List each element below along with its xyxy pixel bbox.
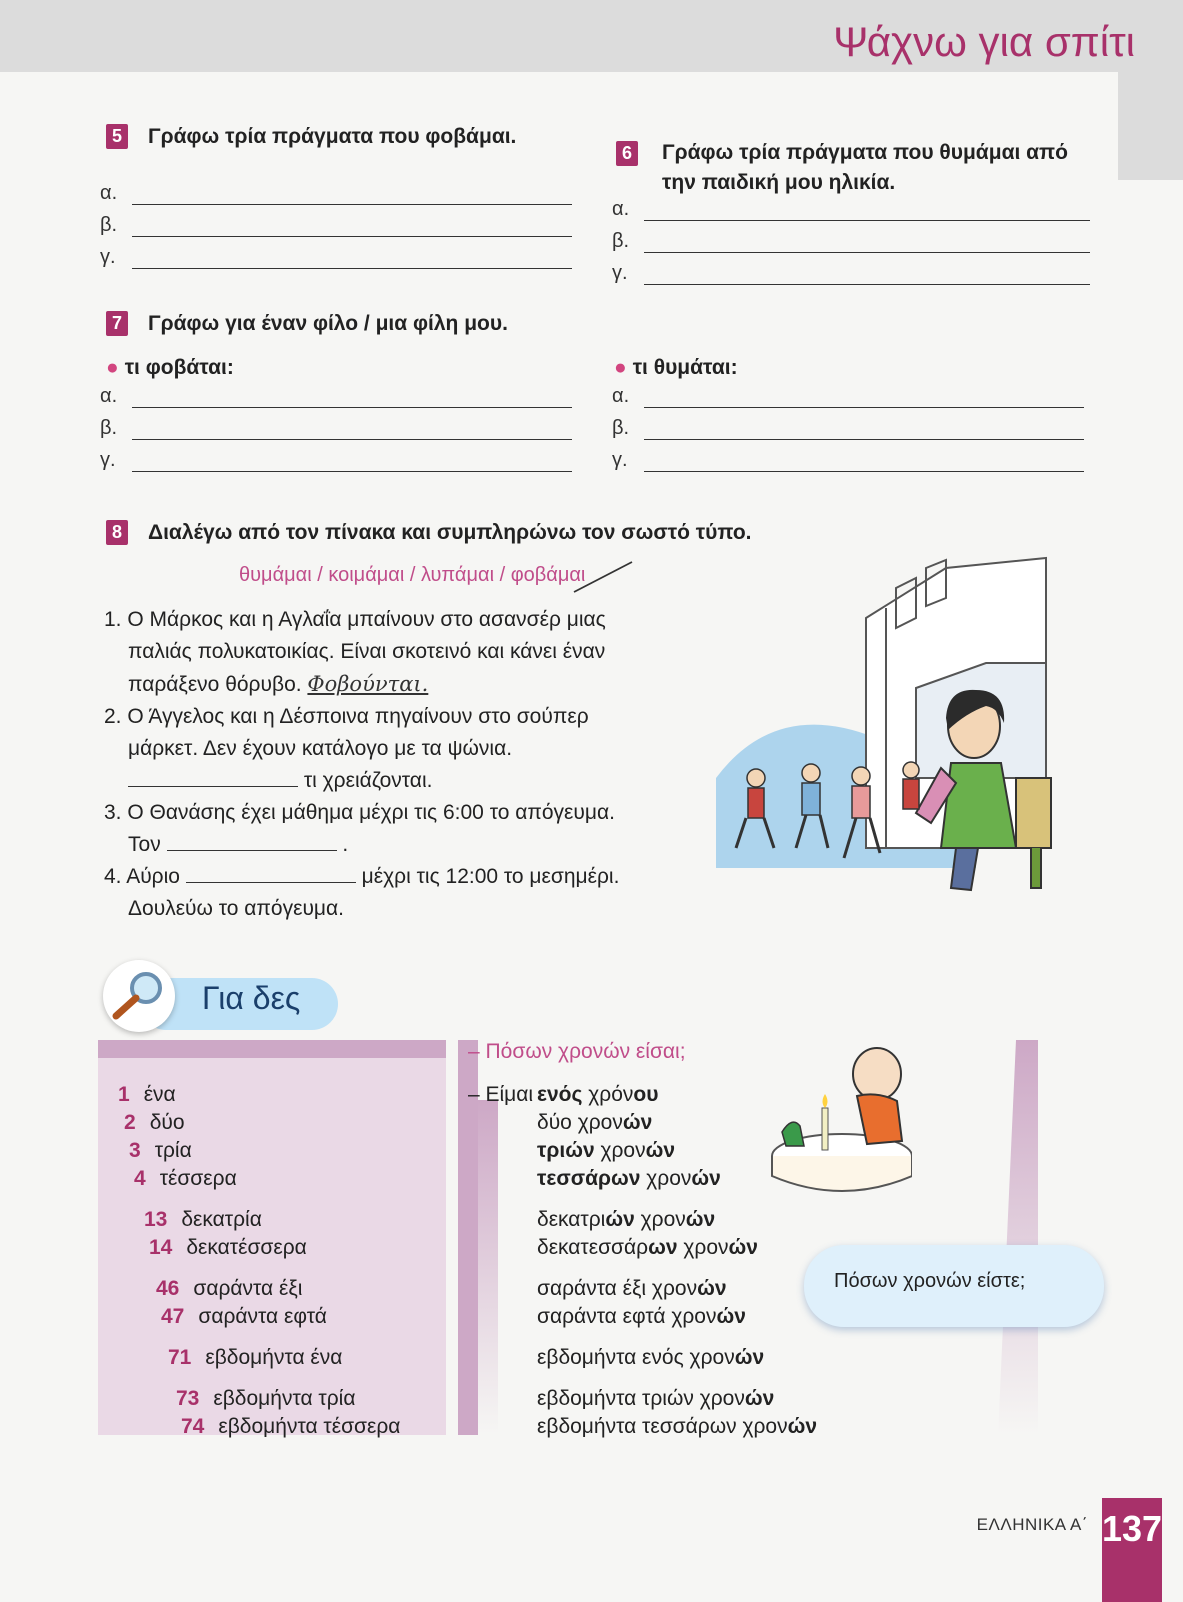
number-row: 47 σαράντα εφτά	[161, 1305, 327, 1328]
bullet-icon: ●	[106, 356, 119, 379]
answer-line[interactable]	[100, 180, 572, 208]
age-row: δεκατριών χρονών	[537, 1208, 716, 1231]
exercise-6-instruction-line2: την παιδική μου ηλικία.	[662, 171, 896, 194]
baby-cake-illustration	[762, 1036, 912, 1196]
age-row: εβδομήντα τριών χρονών	[537, 1387, 775, 1410]
line-label: α.	[612, 198, 630, 220]
line-label: β.	[612, 230, 630, 252]
street-illustration	[716, 548, 1076, 918]
exercise-7-badge: 7	[106, 311, 128, 336]
book-label: ΕΛΛΗΝΙΚΑ Α΄	[976, 1515, 1088, 1534]
age-question: – Πόσων χρονών είσαι;	[468, 1040, 686, 1063]
sentence-4-line1: 4. Αύριο μέχρι τις 12:00 το μεσημέρι.	[104, 865, 620, 888]
exercise-8-badge: 8	[106, 520, 128, 545]
line-label: β.	[100, 214, 118, 236]
exercise-5-lines	[100, 180, 572, 272]
strike-mark	[570, 556, 640, 596]
page-number: 137	[1102, 1508, 1163, 1549]
line-label: α.	[612, 385, 630, 407]
line-label: γ.	[612, 449, 628, 471]
age-row: εβδομήντα ενός χρονών	[537, 1346, 765, 1369]
sentence-3-line1: 3. Ο Θανάσης έχει μάθημα μέχρι τις 6:00 το απόγευμα.	[104, 801, 615, 824]
answer-line[interactable]	[612, 383, 1084, 411]
exercise-8-sentences	[104, 604, 704, 925]
sentence-1-line3: παράξενο θόρυβο. Φοβούνται.	[128, 672, 429, 696]
number-row: 14 δεκατέσσερα	[149, 1236, 307, 1259]
number-row: 71 εβδομήντα ένα	[168, 1346, 343, 1369]
exercise-5-instruction: Γράφω τρία πράγματα που φοβάμαι.	[148, 125, 517, 148]
number-row: 74 εβδομήντα τέσσερα	[181, 1415, 401, 1438]
sentence-2-line3: τι χρειάζονται.	[104, 765, 704, 797]
answer-line[interactable]	[612, 196, 1090, 224]
age-row: τεσσάρων χρονών	[537, 1167, 721, 1190]
age-row: ενός χρόνου	[537, 1083, 659, 1106]
word-options: θυμάμαι / κοιμάμαι / λυπάμαι / φοβάμαι	[239, 564, 586, 586]
header-side-band	[1118, 72, 1183, 180]
line-label: γ.	[100, 449, 116, 471]
sentence-1-line2: παλιάς πολυκατοικίας. Είναι σκοτεινό και κάνει έναν	[128, 640, 606, 663]
exercise-5-badge: 5	[106, 124, 128, 149]
answer-line[interactable]	[612, 260, 1090, 288]
line-label: γ.	[612, 262, 628, 284]
exercise-8-instruction: Διαλέγω από τον πίνακα και συμπληρώνω τον σωστό τύπο.	[148, 521, 752, 544]
sentence-2-line1: 2. Ο Άγγελος και η Δέσποινα πηγαίνουν στο σούπερ	[104, 705, 589, 728]
exercise-6-instruction-line1: Γράφω τρία πράγματα που θυμάμαι από	[662, 141, 1068, 164]
answer-line[interactable]	[100, 415, 572, 443]
line-label: α.	[100, 182, 118, 204]
line-label: β.	[100, 417, 118, 439]
speech-cloud-text: Πόσων χρονών είστε;	[834, 1270, 1026, 1292]
sentence-2-line2: μάρκετ. Δεν έχουν κατάλογο με τα ψώνια.	[128, 737, 513, 760]
blank-field[interactable]	[128, 768, 298, 787]
sentence-3-line2: Τον .	[128, 833, 349, 856]
number-row: 46 σαράντα έξι	[156, 1277, 303, 1300]
answer-line[interactable]	[612, 228, 1090, 256]
blank-field[interactable]	[186, 864, 356, 883]
answer-line[interactable]	[100, 447, 572, 475]
bullet-icon: ●	[614, 356, 627, 379]
line-label: γ.	[100, 246, 116, 268]
answer-line[interactable]	[100, 383, 572, 411]
magnifier-icon	[108, 966, 170, 1026]
answer-line[interactable]	[100, 244, 572, 272]
exercise-6-lines	[612, 196, 1090, 288]
section-title: Για δες	[202, 980, 301, 1016]
age-row: δεκατεσσάρων χρονών	[537, 1236, 758, 1259]
number-row: 1 ένα	[118, 1083, 176, 1106]
age-row: σαράντα εφτά χρονών	[537, 1305, 746, 1328]
line-label: α.	[100, 385, 118, 407]
age-row: εβδομήντα τεσσάρων χρονών	[537, 1415, 818, 1438]
sentence-1-line1: 1. Ο Μάρκος και η Αγλαΐα μπαίνουν στο ασανσέρ μιας	[104, 608, 606, 631]
exercise-7-instruction: Γράφω για έναν φίλο / μια φίλη μου.	[148, 312, 508, 335]
number-row: 3 τρία	[129, 1139, 192, 1162]
exercise-7-right-bullet: ● τι θυμάται:	[614, 356, 738, 379]
line-label: β.	[612, 417, 630, 439]
number-row: 2 δύο	[124, 1111, 185, 1134]
age-row: δύο χρονών	[537, 1111, 653, 1134]
sentence-4-line2: Δουλεύω το απόγευμα.	[128, 897, 345, 920]
answer-line[interactable]	[612, 415, 1084, 443]
page-title: Ψάχνω για σπίτι	[833, 18, 1135, 65]
answer-line[interactable]	[612, 447, 1084, 475]
answer-prefix: – Είμαι	[468, 1083, 534, 1106]
handwritten-answer[interactable]: Φοβούνται.	[307, 672, 429, 696]
exercise-7-left-bullet: ● τι φοβάται:	[106, 356, 234, 379]
number-row: 73 εβδομήντα τρία	[176, 1387, 356, 1410]
exercise-6-badge: 6	[616, 141, 638, 166]
answer-line[interactable]	[100, 212, 572, 240]
number-row: 13 δεκατρία	[144, 1208, 262, 1231]
blank-field[interactable]	[167, 832, 337, 851]
exercise-7-left-lines	[100, 383, 572, 475]
age-row: τριών χρονών	[537, 1139, 676, 1162]
exercise-7-right-lines	[612, 383, 1084, 475]
age-row: σαράντα έξι χρονών	[537, 1277, 727, 1300]
number-row: 4 τέσσερα	[134, 1167, 237, 1190]
